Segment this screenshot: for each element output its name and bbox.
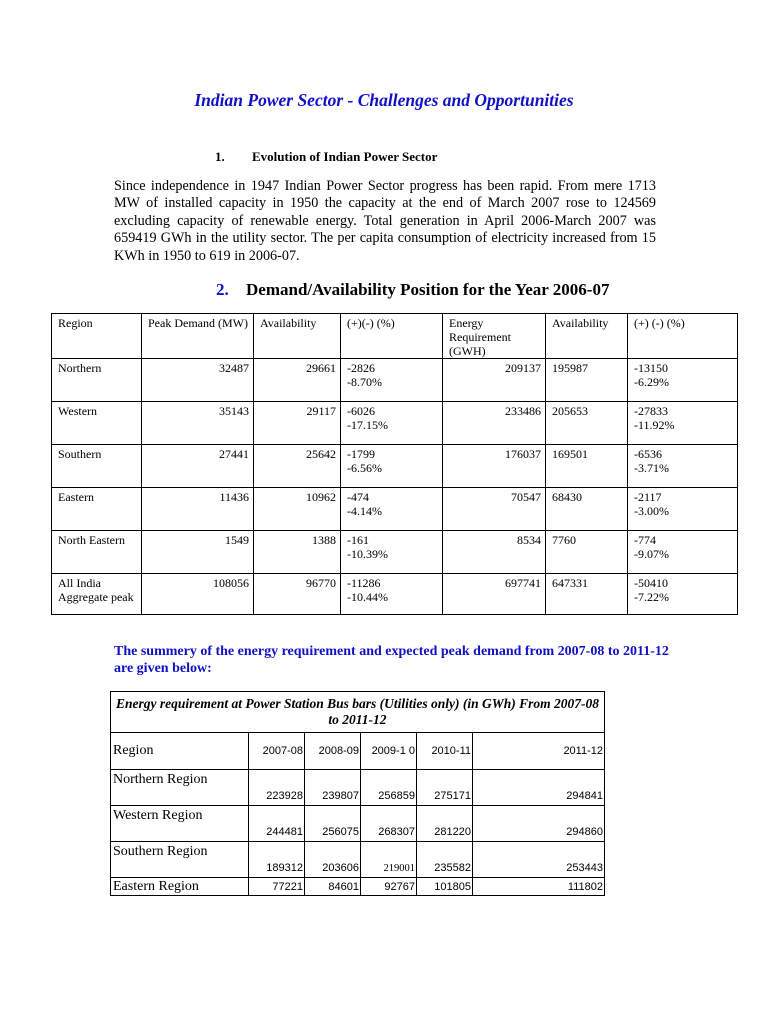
value-cell: 203606	[305, 842, 361, 878]
energy-diff-percent: -3.00%	[634, 504, 669, 518]
value-cell: 77221	[249, 878, 305, 896]
section-2-number: 2.	[216, 280, 229, 299]
region-cell: Northern	[52, 359, 142, 402]
energy-availability-cell: 647331	[546, 574, 628, 615]
availability-cell: 96770	[254, 574, 341, 615]
value-cell: 189312	[249, 842, 305, 878]
energy-diff-percent: -11.92%	[634, 418, 675, 432]
value-cell: 281220	[417, 806, 473, 842]
table-row	[52, 531, 738, 574]
header-cell: 2007-08	[249, 733, 305, 770]
header-cell: Region	[111, 733, 249, 770]
peak-diff-cell	[341, 402, 443, 445]
energy-availability-cell: 68430	[546, 488, 628, 531]
energy-diff-value: -6536	[634, 447, 662, 461]
peak-diff-value: -161	[347, 533, 369, 547]
energy-requirement-cell: 176037	[443, 445, 546, 488]
table-caption: Energy requirement at Power Station Bus bars (Utilities only) (in GWh) From 2007-08 to 2011-12	[111, 692, 605, 733]
energy-requirement-cell: 209137	[443, 359, 546, 402]
peak-diff-percent: -8.70%	[347, 375, 382, 389]
peak-diff-percent: -10.44%	[347, 590, 388, 604]
header-cell: 2011-12	[473, 733, 605, 770]
value-cell: 111802	[473, 878, 605, 896]
region-cell: Southern Region	[111, 842, 249, 878]
peak-diff-cell	[341, 359, 443, 402]
energy-diff-value: -13150	[634, 361, 668, 375]
table-row	[52, 359, 738, 402]
header-cell: 2009-1 0	[361, 733, 417, 770]
value-cell: 294860	[473, 806, 605, 842]
availability-cell: 10962	[254, 488, 341, 531]
value-cell: 101805	[417, 878, 473, 896]
energy-diff-cell	[628, 445, 738, 488]
energy-availability-cell: 195987	[546, 359, 628, 402]
table-row	[52, 574, 738, 615]
peak-diff-cell	[341, 445, 443, 488]
energy-diff-cell	[628, 574, 738, 615]
peak-demand-cell: 32487	[142, 359, 254, 402]
page-title: Indian Power Sector - Challenges and Opportunities	[194, 90, 574, 110]
value-cell: 268307	[361, 806, 417, 842]
value-cell: 84601	[305, 878, 361, 896]
value-cell: 92767	[361, 878, 417, 896]
table-row	[111, 770, 605, 806]
availability-cell: 25642	[254, 445, 341, 488]
peak-diff-value: -1799	[347, 447, 375, 461]
value-cell: 256859	[361, 770, 417, 806]
energy-availability-cell: 7760	[546, 531, 628, 574]
peak-diff-value: -11286	[347, 576, 381, 590]
energy-diff-value: -50410	[634, 576, 668, 590]
energy-requirement-cell: 70547	[443, 488, 546, 531]
energy-diff-value: -774	[634, 533, 656, 547]
value-cell: 253443	[473, 842, 605, 878]
value-cell: 244481	[249, 806, 305, 842]
header-cell: Region	[52, 314, 142, 359]
energy-diff-cell	[628, 359, 738, 402]
energy-diff-value: -27833	[634, 404, 668, 418]
table-row	[111, 842, 605, 878]
peak-diff-percent: -6.56%	[347, 461, 382, 475]
energy-requirement-cell: 8534	[443, 531, 546, 574]
peak-demand-cell: 108056	[142, 574, 254, 615]
peak-diff-percent: -17.15%	[347, 418, 388, 432]
table-row	[111, 806, 605, 842]
region-cell: Eastern Region	[111, 878, 249, 896]
header-cell: 2008-09	[305, 733, 361, 770]
availability-cell: 1388	[254, 531, 341, 574]
energy-diff-percent: -3.71%	[634, 461, 669, 475]
summary-text: The summery of the energy requirement and expected peak demand from 2007-08 to 2011-12 are given below:	[114, 644, 669, 676]
availability-cell: 29117	[254, 402, 341, 445]
region-cell: Southern	[52, 445, 142, 488]
energy-diff-cell	[628, 531, 738, 574]
header-cell: Energy Requirement (GWH)	[443, 314, 546, 359]
peak-diff-value: -2826	[347, 361, 375, 375]
section-2-heading	[216, 280, 609, 300]
peak-demand-cell: 11436	[142, 488, 254, 531]
peak-demand-cell: 27441	[142, 445, 254, 488]
peak-demand-cell: 1549	[142, 531, 254, 574]
energy-requirement-cell: 697741	[443, 574, 546, 615]
value-cell: 294841	[473, 770, 605, 806]
energy-diff-percent: -9.07%	[634, 547, 669, 561]
energy-availability-cell: 205653	[546, 402, 628, 445]
section-2-title: Demand/Availability Position for the Year 2006-07	[246, 280, 610, 299]
header-cell: 2010-11	[417, 733, 473, 770]
table-row	[52, 488, 738, 531]
peak-diff-cell	[341, 531, 443, 574]
region-cell: All India Aggregate peak	[52, 574, 142, 615]
header-cell: Peak Demand (MW)	[142, 314, 254, 359]
value-cell: 219001	[361, 842, 417, 878]
section-1-title: Evolution of Indian Power Sector	[252, 149, 438, 164]
value-cell: 239807	[305, 770, 361, 806]
demand-availability-table	[51, 313, 738, 615]
intro-paragraph: Since independence in 1947 Indian Power Sector progress has been rapid. From mere 1713 MW of installed capacity in 1950 the capacity at the end of March 2007 rose to 124569 excluding capacity of renewable energy. Total generation in April 2006-March 2007 was 659419 GWh in the utility sector. The per capita consumption of electricity increased from 15 KWh in 1950 to 619 in 2006-07.	[114, 178, 656, 264]
region-cell: Eastern	[52, 488, 142, 531]
value-cell: 256075	[305, 806, 361, 842]
energy-diff-percent: -6.29%	[634, 375, 669, 389]
section-1-number: 1.	[215, 149, 225, 164]
energy-diff-cell	[628, 402, 738, 445]
energy-requirement-table	[110, 691, 605, 896]
header-cell: (+) (-) (%)	[628, 314, 738, 359]
peak-diff-percent: -4.14%	[347, 504, 382, 518]
table-header-row	[111, 733, 605, 770]
value-cell: 235582	[417, 842, 473, 878]
energy-availability-cell: 169501	[546, 445, 628, 488]
table-row	[52, 402, 738, 445]
header-cell: Availability	[254, 314, 341, 359]
region-cell: Western Region	[111, 806, 249, 842]
header-cell: (+)(-) (%)	[341, 314, 443, 359]
peak-diff-percent: -10.39%	[347, 547, 388, 561]
table-header-row	[52, 314, 738, 359]
value-cell: 275171	[417, 770, 473, 806]
peak-diff-value: -474	[347, 490, 369, 504]
table-row	[111, 878, 605, 896]
peak-diff-cell	[341, 574, 443, 615]
table-row	[52, 445, 738, 488]
peak-diff-value: -6026	[347, 404, 375, 418]
energy-diff-percent: -7.22%	[634, 590, 669, 604]
section-1-heading	[215, 149, 437, 165]
energy-diff-cell	[628, 488, 738, 531]
energy-diff-value: -2117	[634, 490, 662, 504]
header-cell: Availability	[546, 314, 628, 359]
peak-diff-cell	[341, 488, 443, 531]
availability-cell: 29661	[254, 359, 341, 402]
region-cell: Northern Region	[111, 770, 249, 806]
region-cell: Western	[52, 402, 142, 445]
energy-requirement-cell: 233486	[443, 402, 546, 445]
value-cell: 223928	[249, 770, 305, 806]
peak-demand-cell: 35143	[142, 402, 254, 445]
region-cell: North Eastern	[52, 531, 142, 574]
